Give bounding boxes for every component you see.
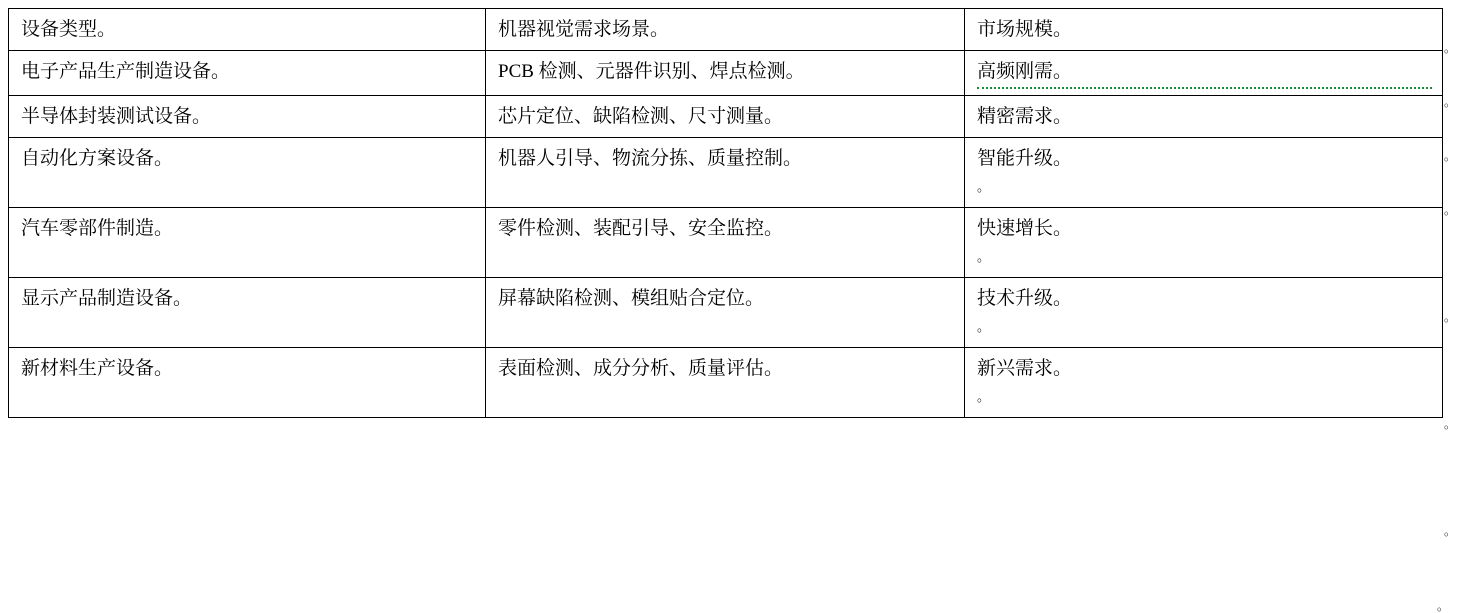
equipment-type-text: 新材料生产设备。 (21, 358, 174, 379)
cell-scenario (486, 348, 965, 418)
market-size-text: 快速增长。 (977, 218, 1073, 239)
equipment-type-text: 半导体封装测试设备。 (21, 106, 212, 127)
paragraph-mark: 。 (1444, 149, 1457, 163)
table-row (9, 96, 1443, 138)
paragraph-mark: 。 (1444, 524, 1457, 538)
paragraph-mark: 。 (1444, 310, 1457, 324)
empty-paragraph-mark: 。 (977, 179, 991, 194)
scenario-text: 屏幕缺陷检测、模组贴合定位。 (498, 288, 765, 309)
cell-scenario (486, 96, 965, 138)
scenario-text: 零件检测、装配引导、安全监控。 (498, 218, 784, 239)
paragraph-mark: 。 (1444, 417, 1457, 431)
table-row (9, 278, 1443, 348)
cell-market-size (965, 138, 1443, 208)
table-row (9, 51, 1443, 96)
cell-market-size (965, 208, 1443, 278)
market-size-text: 高频刚需。 (977, 58, 1432, 89)
market-size-text: 智能升级。 (977, 148, 1073, 169)
scenario-text: 芯片定位、缺陷检测、尺寸测量。 (498, 106, 784, 127)
table-row (9, 138, 1443, 208)
cell-market-size (965, 278, 1443, 348)
cell-market-size (965, 96, 1443, 138)
cell-equipment-type (9, 208, 486, 278)
cell-scenario (486, 208, 965, 278)
equipment-vision-table (8, 8, 1443, 418)
paragraph-mark: 。 (1444, 95, 1457, 109)
document-end-paragraph-mark: 。 (1437, 599, 1450, 613)
market-size-text: 新兴需求。 (977, 358, 1073, 379)
cell-equipment-type (9, 51, 486, 96)
equipment-type-text: 自动化方案设备。 (21, 148, 174, 169)
cell-equipment-type (9, 278, 486, 348)
table-row (9, 348, 1443, 418)
paragraph-mark: 。 (1444, 41, 1457, 55)
paragraph-mark: 。 (1444, 203, 1457, 217)
cell-scenario (486, 138, 965, 208)
cell-market-size (965, 348, 1443, 418)
empty-paragraph-mark: 。 (977, 249, 991, 264)
empty-paragraph-mark: 。 (977, 389, 991, 404)
cell-market-size (965, 51, 1443, 96)
cell-equipment-type (9, 348, 486, 418)
equipment-type-text: 显示产品制造设备。 (21, 288, 193, 309)
market-size-text: 精密需求。 (977, 106, 1073, 127)
table-row (9, 208, 1443, 278)
header-label-equipment-type: 设备类型。 (21, 19, 117, 40)
empty-paragraph-mark: 。 (977, 319, 991, 334)
market-size-text: 技术升级。 (977, 288, 1073, 309)
scenario-text: 机器人引导、物流分拣、质量控制。 (498, 148, 803, 169)
table-header-row (9, 9, 1443, 51)
header-label-market-size: 市场规模。 (977, 19, 1073, 40)
header-label-scenario: 机器视觉需求场景。 (498, 19, 670, 40)
scenario-text: 表面检测、成分分析、质量评估。 (498, 358, 784, 379)
equipment-type-text: 电子产品生产制造设备。 (21, 61, 231, 82)
cell-scenario (486, 51, 965, 96)
cell-scenario (486, 278, 965, 348)
table-header-cell-equipment-type (9, 9, 486, 51)
equipment-type-text: 汽车零部件制造。 (21, 218, 174, 239)
table-header-cell-market-size (965, 9, 1443, 51)
cell-equipment-type (9, 96, 486, 138)
cell-equipment-type (9, 138, 486, 208)
scenario-text: PCB 检测、元器件识别、焊点检测。 (498, 61, 805, 82)
table-header-cell-scenario (486, 9, 965, 51)
